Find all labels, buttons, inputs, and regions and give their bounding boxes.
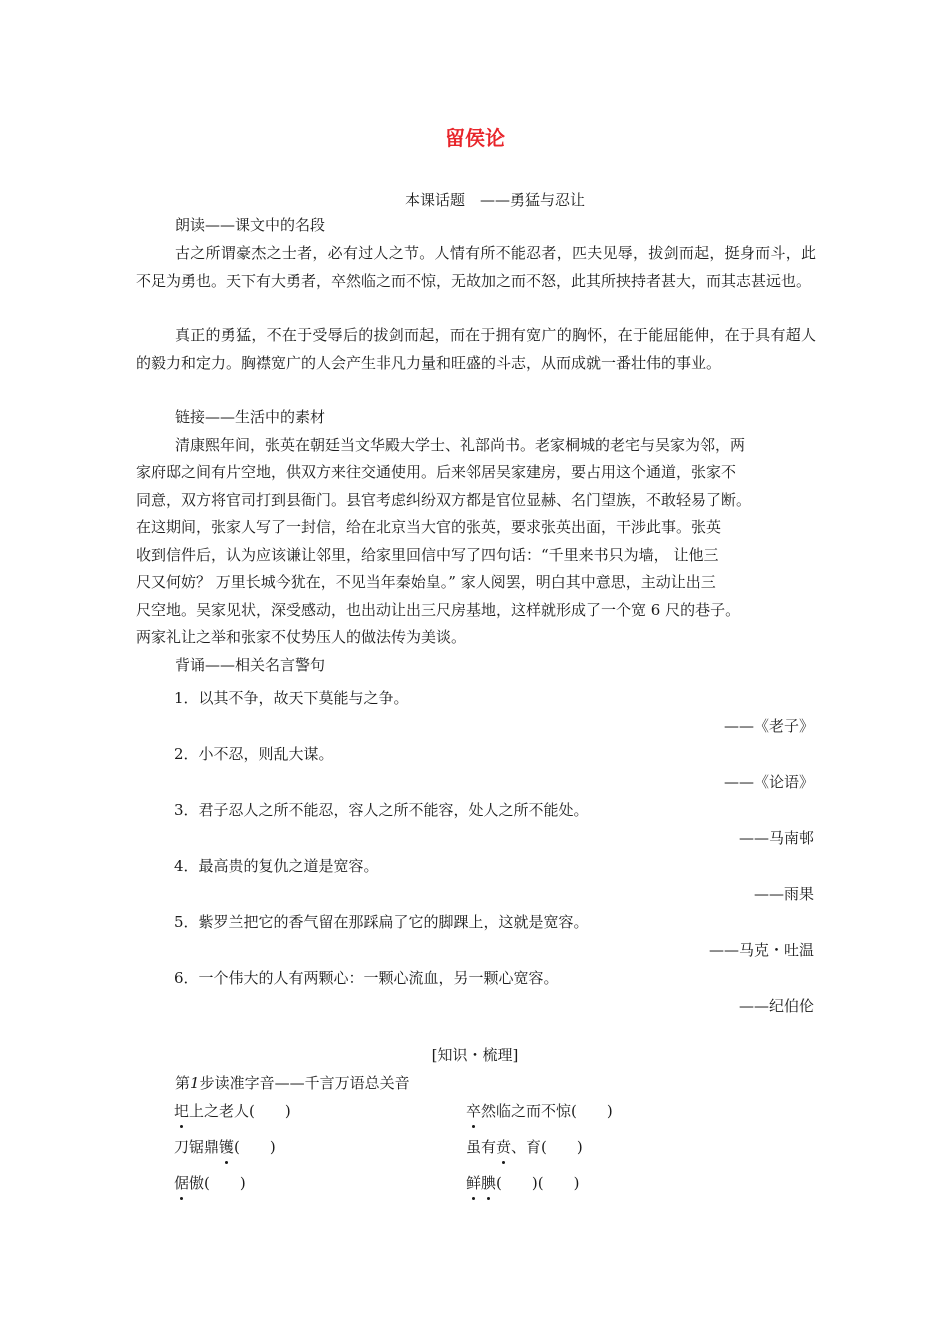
- question-text: ( )( ): [496, 1174, 580, 1192]
- lesson-topic: 本课话题 ——勇猛与忍让: [404, 191, 585, 209]
- question-text: 傲( ): [189, 1174, 246, 1192]
- step-text: 步读准字音——千言万语总关音: [199, 1074, 410, 1092]
- material-line: 家府邸之间有片空地，供双方来往交通使用。后来邻居吴家建房，要占用这个通道，张家不: [136, 463, 737, 481]
- question-text: 上之老人( ): [189, 1102, 291, 1120]
- step-number: 1: [190, 1074, 200, 1092]
- material-section: [136, 404, 816, 679]
- material-line: 尺空地。吴家见状，深受感动，也出动让出三尺房基地，这样就形成了一个宽 6 尺的巷子。: [136, 600, 741, 619]
- material-line: 两家礼让之举和张家不仗势压人的做法传为美谈。: [136, 628, 467, 646]
- question-text: ( ): [234, 1138, 276, 1156]
- material-line: 同意，双方将官司打到县衙门。县官考虑纠纷双方都是官位显赫、名门望族，不敢轻易了断。: [136, 490, 752, 509]
- material-heading: 链接——生活中的素材: [175, 408, 326, 426]
- pinyin-question: [466, 1172, 579, 1193]
- quote-item: 6．一个伟大的人有两颗心：一颗心流血，另一颗心宽容。: [174, 969, 559, 987]
- material-line: 收到信件后，认为应该谦让邻里，给家里回信中写了四句话：“千里来书只为墙， 让他三: [136, 545, 719, 564]
- question-text: 虽有: [466, 1138, 497, 1156]
- quote-item: 4．最高贵的复仇之道是宽容。: [174, 857, 379, 875]
- section-tag: [知识・梳理]: [431, 1046, 519, 1064]
- quote-item: 2．小不忍，则乱大谋。: [174, 745, 334, 763]
- pinyin-question: [466, 1100, 613, 1121]
- dotted-char: 卒: [466, 1102, 482, 1120]
- reading-heading-block: [136, 212, 816, 240]
- quote-item: 5．紫罗兰把它的香气留在那踩扁了它的脚踝上，这就是宽容。: [174, 913, 589, 931]
- quote-source: ——《论语》: [723, 773, 814, 791]
- pinyin-question: [466, 1136, 583, 1157]
- quote-source: ——马南邨: [738, 829, 814, 847]
- quote-source: ——《老子》: [723, 717, 814, 735]
- quote-source: ——雨果: [753, 885, 814, 903]
- quote-source: ——纪伯伦: [738, 997, 814, 1015]
- reading-heading: 朗读——课文中的名段: [175, 216, 326, 234]
- dotted-char: 镬: [219, 1138, 235, 1156]
- dotted-char: 贲: [496, 1138, 512, 1156]
- step-heading: [175, 1072, 410, 1093]
- material-line: 尺又何妨？ 万里长城今犹在，不见当年秦始皇。” 家人阅罢，明白其中意思，主动让出三: [136, 573, 716, 591]
- material-line: 在这期间，张家人写了一封信，给在北京当大官的张英，要求张英出面，干涉此事。张英: [136, 518, 722, 536]
- quotes-heading: 背诵——相关名言警句: [175, 655, 326, 674]
- pinyin-question: [174, 1100, 291, 1121]
- quote-item: 1．以其不争，故天下莫能与之争。: [174, 689, 409, 707]
- question-text: 刀锯鼎: [174, 1138, 220, 1156]
- page-title: 留侯论: [445, 126, 505, 150]
- reading-paragraph: 真正的勇猛，不在于受辱后的拔剑而起，而在于拥有宽广的胸怀，在于能屈能伸，在于具有超人的毅力和定力。胸襟宽广的人会产生非凡力量和旺盛的斗志，从而成就一番壮伟的事业。: [136, 326, 816, 372]
- dotted-char: 倨: [174, 1174, 190, 1192]
- pinyin-question: [174, 1172, 246, 1193]
- dotted-char: 腆: [481, 1174, 497, 1192]
- dotted-char: 圯: [174, 1102, 190, 1120]
- quote-item: 3．君子忍人之所不能忍，容人之所不能容，处人之所不能处。: [174, 801, 589, 819]
- step-prefix: 第: [175, 1074, 191, 1092]
- dotted-char: 鲜: [466, 1174, 482, 1192]
- material-line: 清康熙年间，张英在朝廷当文华殿大学士、礼部尚书。老家桐城的老宅与吴家为邻，两: [175, 435, 746, 454]
- question-text: 、育( ): [511, 1138, 583, 1156]
- question-text: 然临之而不惊( ): [481, 1102, 613, 1120]
- pinyin-question: [174, 1136, 276, 1157]
- quote-source: ——马克・吐温: [708, 941, 814, 959]
- reading-paragraph: 古之所谓豪杰之士者，必有过人之节。人情有所不能忍者，匹夫见辱，拔剑而起，挺身而斗，此不足为勇也。天下有大勇者，卒然临之而不惊，无故加之而不怒，此其所挟持者甚大，而其志甚远也。: [136, 244, 816, 290]
